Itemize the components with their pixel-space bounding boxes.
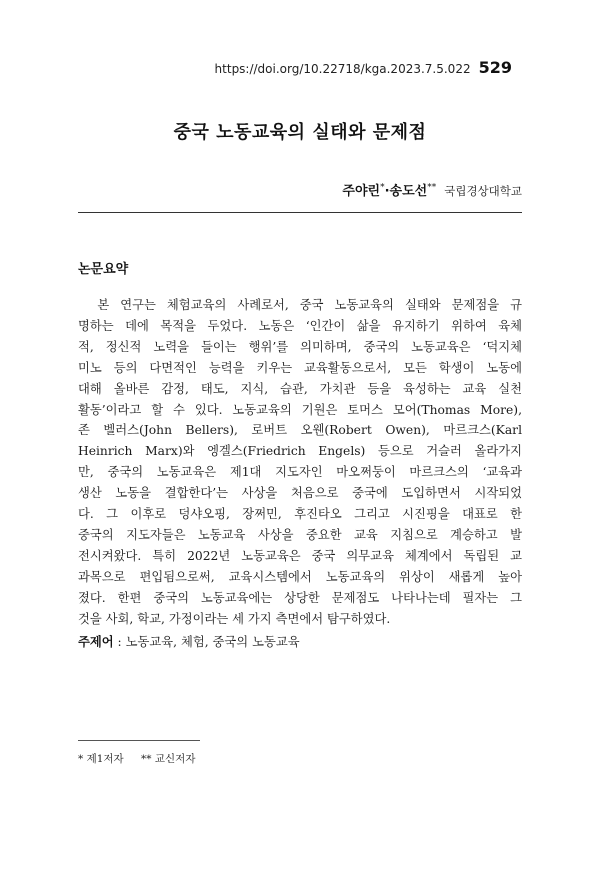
author-2-mark: ** [427,182,437,193]
abstract-line: 중국의 지도자들은 노동교육 사상을 중요한 교육 지침으로 계승하고 발 [78,527,522,542]
doi-link[interactable]: https://doi.org/10.22718/kga.2023.7.5.022 [214,62,471,76]
author-1: 주야린* [342,182,385,199]
keywords-separator: : [113,635,126,649]
abstract-line: 명하는 데에 목적을 두었다. 노동은 ‘인간이 삶을 유지하기 위하여 육체 [78,318,522,333]
abstract-line: 미노 등의 다면적인 능력을 키우는 교육활동으로서, 모든 학생이 노동에 [78,360,522,375]
page-number: 529 [478,58,512,77]
abstract-line: Heinrich Marx)와 엥겔스(Friedrich Engels) 등으로 거슬러 올라가지 [78,444,522,459]
header-divider [78,212,522,213]
abstract-line: 졌다. 한편 중국의 노동교육에는 상당한 문제점도 나타나는데 필자는 그 [78,590,522,605]
abstract-line: 전시켜왔다. 특히 2022년 노동교육은 중국 의무교육 체계에서 독립된 교 [78,548,522,563]
abstract-line: 생산 노동을 결합한다’는 사상을 처음으로 중국에 도입하면서 시작되었 [78,486,522,501]
abstract-line: 활동’이라고 할 수 있다. 노동교육의 기원은 토머스 모어(Thomas More), [78,402,522,417]
keywords-label: 주제어 [78,635,114,649]
abstract-line: 다. 그 이후로 덩샤오핑, 장쩌민, 후진타오 그리고 시진핑을 대표로 한 [78,507,522,522]
abstract-line: 본 연구는 체험교육의 사례로서, 중국 노동교육의 실태와 문제점을 규 [78,298,522,312]
affiliation: 국립경상대학교 [444,184,522,198]
abstract-heading: 논문요약 [78,262,129,277]
keywords [78,632,300,650]
abstract-body [78,295,522,630]
abstract-line: 과목으로 편입됨으로써, 교육시스템에서 노동교육의 위상이 새롭게 높아 [78,569,522,584]
paper-title: 중국 노동교육의 실태와 문제점 [173,122,427,143]
author-line [342,180,522,199]
abstract-line: 대해 올바른 감정, 태도, 지식, 습관, 가치관 등을 육성하는 교육 실천 [78,381,522,396]
author-1-mark: * [380,182,385,193]
author-separator: · [384,184,390,199]
footnotes [78,751,195,766]
running-header [215,58,512,77]
abstract-line: 적, 정신적 노력을 들이는 행위’를 의미하며, 중국의 노동교육은 ‘덕지체 [78,339,522,354]
abstract-line: 만, 중국의 노동교육은 제1대 지도자인 마오쩌둥이 마르크스의 ‘교육과 [78,465,522,480]
abstract-line: 존 벨러스(John Bellers), 로버트 오웬(Robert Owen), 마르크스(Karl [78,423,522,438]
abstract-line: 것을 사회, 학교, 가정이라는 세 가지 측면에서 탐구하였다. [78,611,391,626]
footnote-corresponding-author: ** 교신저자 [141,753,196,765]
footnote-first-author: * 제1저자 [78,753,124,765]
keywords-values: 노동교육, 체험, 중국의 노동교육 [125,635,300,649]
footnote-divider [78,740,200,741]
author-2: 송도선** [389,182,437,199]
